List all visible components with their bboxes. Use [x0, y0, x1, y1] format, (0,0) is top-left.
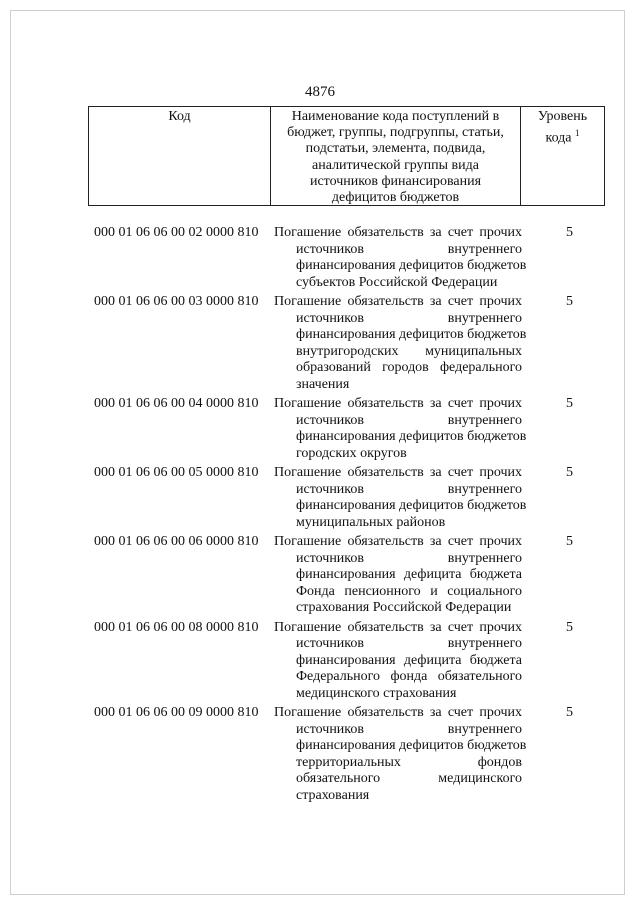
row-name-line: субъектов Российской Федерации	[296, 274, 498, 290]
row-name-line: источников внутреннего	[296, 550, 522, 566]
row-level: 5	[566, 619, 573, 635]
header-level	[521, 107, 604, 205]
row-name-line: обязательного медицинского	[296, 771, 522, 786]
table-row	[94, 225, 599, 291]
header-name-line: бюджет, группы, подгруппы, статьи,	[287, 125, 504, 141]
header-code: Код	[89, 107, 271, 205]
row-name	[274, 225, 527, 291]
row-name	[274, 620, 522, 703]
row-name	[274, 465, 527, 531]
page-number: 4876	[305, 84, 335, 100]
row-name-line: Погашение обязательств за счет прочих	[274, 396, 522, 411]
row-level: 5	[566, 294, 573, 309]
row-name-line: медицинского страхования	[296, 685, 457, 701]
footnote-mark: 1	[575, 128, 580, 139]
row-name-line: Погашение обязательств за счет прочих	[274, 225, 522, 240]
header-name-line: источников финансирования	[309, 173, 482, 189]
row-code: 000 01 06 06 00 06 0000 810	[94, 534, 259, 549]
row-code: 000 01 06 06 00 08 0000 810	[94, 619, 259, 635]
row-name-line: источников внутреннего	[296, 636, 522, 651]
row-level: 5	[566, 705, 573, 720]
row-name-line: Погашение обязательств за счет прочих	[274, 534, 522, 549]
row-name-line: источников внутреннего	[296, 412, 522, 428]
row-name-line: финансирования дефицитов бюджетов	[296, 258, 527, 273]
header-name-line: аналитической группы вида	[312, 157, 479, 173]
row-name-line: Федерального фонда обязательного	[296, 669, 522, 684]
row-name-line: финансирования дефицитов бюджетов	[296, 498, 527, 513]
header-level-line: Уровень	[537, 109, 588, 124]
row-name-line: внутригородских муниципальных	[296, 343, 522, 359]
table-body	[94, 225, 599, 807]
row-name-line: Погашение обязательств за счет прочих	[274, 619, 522, 635]
table-row	[94, 465, 599, 531]
header-name-line: Наименование кода поступлений в	[291, 109, 500, 124]
row-name-line: Погашение обязательств за счет прочих	[274, 705, 522, 720]
row-name	[274, 534, 522, 617]
row-name	[274, 705, 527, 804]
row-name-line: источников внутреннего	[296, 721, 522, 737]
table-row	[94, 294, 599, 393]
row-code: 000 01 06 06 00 05 0000 810	[94, 465, 259, 480]
row-name-line: территориальных фондов	[296, 754, 522, 770]
row-level: 5	[566, 396, 573, 411]
header-name-line: подстатьи, элемента, подвида,	[305, 141, 486, 157]
row-name-line: страхования Российской Федерации	[296, 600, 512, 615]
row-name-line: Погашение обязательств за счет прочих	[274, 465, 522, 480]
row-name	[274, 396, 527, 462]
row-name-line: муниципальных районов	[296, 514, 446, 530]
row-name	[274, 294, 527, 393]
row-name-line: финансирования дефицита бюджета	[296, 652, 522, 668]
row-name-line: финансирования дефицитов бюджетов	[296, 738, 527, 753]
row-code: 000 01 06 06 00 09 0000 810	[94, 705, 259, 720]
row-name-line: финансирования дефицитов бюджетов	[296, 327, 527, 342]
row-name-line: источников внутреннего	[296, 481, 522, 497]
row-name-line: источников внутреннего	[296, 310, 522, 326]
header-level-line	[521, 125, 604, 147]
header-name	[271, 107, 521, 205]
row-name-line: источников внутреннего	[296, 241, 522, 257]
row-name-line: образований городов федерального	[296, 360, 522, 375]
row-code: 000 01 06 06 00 04 0000 810	[94, 396, 259, 411]
row-name-line: Фонда пенсионного и социального	[296, 583, 522, 599]
row-level: 5	[566, 225, 573, 240]
row-code: 000 01 06 06 00 02 0000 810	[94, 225, 259, 240]
row-name-line: значения	[296, 376, 350, 392]
table-row	[94, 396, 599, 462]
row-code: 000 01 06 06 00 03 0000 810	[94, 294, 259, 309]
table-row	[94, 534, 599, 617]
row-name-line: страхования	[296, 787, 370, 803]
table-header	[88, 106, 605, 206]
header-name-line: дефицитов бюджетов	[331, 190, 460, 206]
header-level-word: кода	[545, 130, 572, 146]
row-level: 5	[566, 465, 573, 480]
row-name-line: городских округов	[296, 445, 407, 461]
row-name-line: финансирования дефицитов бюджетов	[296, 429, 527, 444]
row-level: 5	[566, 534, 573, 549]
row-name-line: финансирования дефицита бюджета	[296, 567, 522, 582]
table-row	[94, 620, 599, 703]
table-row	[94, 705, 599, 804]
row-name-line: Погашение обязательств за счет прочих	[274, 294, 522, 309]
